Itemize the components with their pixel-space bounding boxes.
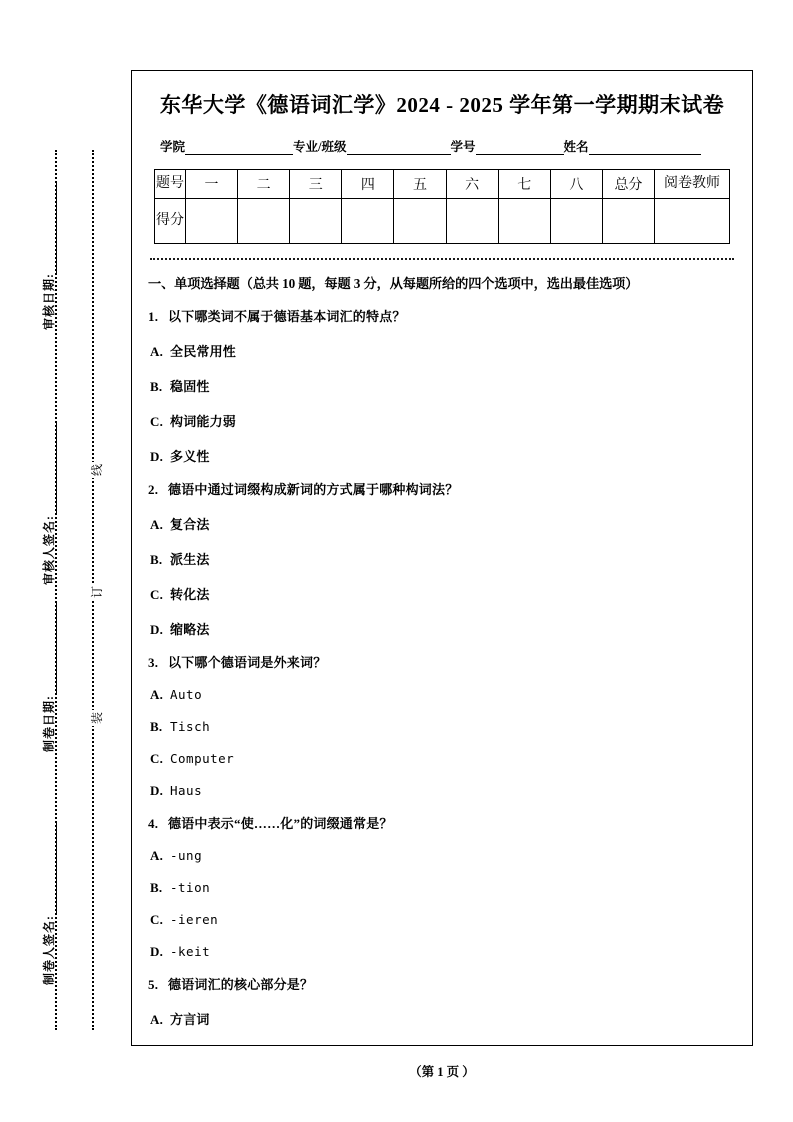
margin-label-paper-date [40, 603, 57, 752]
score-table-col-grader: 阅卷教师 [655, 170, 730, 199]
score-table-col-6: 六 [446, 170, 498, 199]
question-1-option-c[interactable] [150, 411, 738, 430]
score-table-col-4: 四 [342, 170, 394, 199]
question-4-stem [148, 813, 738, 832]
question-5-option-a-text: 方言词 [170, 1012, 210, 1027]
score-table-row-header-score: 得分 [155, 199, 186, 244]
exam-paper-box [131, 70, 753, 1046]
question-4-option-d[interactable] [150, 944, 738, 960]
question-3-option-b-letter: B. [150, 719, 163, 734]
question-1-option-a[interactable] [150, 341, 738, 360]
score-table-col-3: 三 [290, 170, 342, 199]
score-table-col-7: 七 [498, 170, 550, 199]
question-4-option-c-letter: C. [150, 912, 164, 927]
field-name [564, 137, 701, 155]
field-name-input[interactable] [589, 141, 701, 155]
student-info-line [160, 137, 730, 155]
question-5 [148, 974, 738, 1028]
question-3 [148, 652, 738, 799]
question-2-option-b-letter: B. [150, 552, 163, 567]
field-student-id [451, 137, 564, 155]
question-4-option-b-letter: B. [150, 880, 163, 895]
question-2-option-c-text: 转化法 [170, 587, 210, 602]
binding-mark-bind: 装 [87, 710, 106, 726]
question-4-option-a-letter: A. [150, 848, 164, 863]
question-1-option-a-text: 全民常用性 [170, 344, 237, 359]
question-3-option-c-text: Computer [170, 751, 235, 766]
question-3-option-c-letter: C. [150, 751, 164, 766]
margin-label-reviewer-signature [40, 423, 57, 585]
margin-label-author-signature-text: 制卷人签名: [42, 915, 56, 985]
question-1-option-d[interactable] [150, 446, 738, 465]
margin-label-review-date-text: 审核日期: [42, 273, 56, 330]
question-3-option-a[interactable] [150, 687, 738, 703]
question-2-option-a-letter: A. [150, 517, 164, 532]
question-4-option-a[interactable] [150, 848, 738, 864]
score-cell-2[interactable] [238, 199, 290, 244]
question-2-number: 2. [148, 482, 159, 497]
question-4-option-c[interactable] [150, 912, 738, 928]
score-table-col-total: 总分 [602, 170, 654, 199]
score-cell-grader[interactable] [655, 199, 730, 244]
question-2-option-a-text: 复合法 [170, 517, 210, 532]
binding-mark-line: 线 [87, 462, 106, 478]
page-footer: （第 1 页 ） [409, 1065, 475, 1079]
page-title: 东华大学《德语词汇学》2024 - 2025 学年第一学期期末试卷 [159, 93, 725, 117]
margin-label-reviewer-signature-text: 审核人签名: [42, 515, 56, 585]
question-2-option-d[interactable] [150, 619, 738, 638]
question-2-option-b[interactable] [150, 549, 738, 568]
score-table [154, 169, 730, 244]
score-cell-3[interactable] [290, 199, 342, 244]
question-3-option-b-text: Tisch [170, 719, 211, 734]
margin-label-review-date-blank [56, 181, 57, 273]
question-1 [148, 306, 738, 465]
question-3-option-b[interactable] [150, 719, 738, 735]
score-table-col-2: 二 [238, 170, 290, 199]
margin-label-reviewer-signature-blank [56, 423, 57, 515]
score-cell-total[interactable] [602, 199, 654, 244]
question-2-stem [148, 479, 738, 498]
score-table-row-header-question: 题号 [155, 170, 186, 199]
question-4-option-d-letter: D. [150, 944, 164, 959]
field-student-id-input[interactable] [476, 141, 564, 155]
question-1-option-c-text: 构词能力弱 [170, 414, 237, 429]
table-row-question-numbers [155, 170, 730, 199]
question-2-option-b-text: 派生法 [170, 552, 210, 567]
question-2-option-a[interactable] [150, 514, 738, 533]
question-1-number: 1. [148, 309, 159, 324]
question-3-option-d-letter: D. [150, 783, 164, 798]
score-cell-6[interactable] [446, 199, 498, 244]
score-cell-4[interactable] [342, 199, 394, 244]
field-name-label: 姓名 [563, 140, 589, 154]
field-major-class-label: 专业/班级 [293, 140, 347, 154]
question-3-option-c[interactable] [150, 751, 738, 767]
question-3-option-a-letter: A. [150, 687, 164, 702]
field-major-class-input[interactable] [347, 141, 451, 155]
score-table-col-1: 一 [186, 170, 238, 199]
field-college [160, 137, 293, 155]
score-table-col-8: 八 [550, 170, 602, 199]
field-college-input[interactable] [185, 141, 293, 155]
question-1-option-c-letter: C. [150, 414, 164, 429]
margin-label-author-signature [40, 823, 57, 985]
question-4-text: 德语中表示“使……化”的词缀通常是？ [168, 816, 393, 831]
question-3-number: 3. [148, 655, 159, 670]
score-table-col-5: 五 [394, 170, 446, 199]
question-2-text: 德语中通过词缀构成新词的方式属于哪种构词法？ [168, 482, 459, 497]
margin-label-review-date [40, 181, 57, 330]
question-4 [148, 813, 738, 960]
table-row-scores [155, 199, 730, 244]
question-3-option-d-text: Haus [170, 783, 203, 798]
question-1-option-d-text: 多义性 [170, 449, 210, 464]
question-2 [148, 479, 738, 638]
margin-label-paper-date-text: 制卷日期: [42, 695, 56, 752]
question-1-option-d-letter: D. [150, 449, 164, 464]
question-5-option-a[interactable] [150, 1009, 738, 1028]
question-5-option-a-letter: A. [150, 1012, 164, 1027]
question-1-option-a-letter: A. [150, 344, 164, 359]
question-4-option-a-text: -ung [170, 848, 203, 863]
field-student-id-label: 学号 [450, 140, 476, 154]
question-5-stem [148, 974, 738, 993]
question-1-stem [148, 306, 738, 325]
question-3-option-d[interactable] [150, 783, 738, 799]
question-3-text: 以下哪个德语词是外来词？ [168, 655, 327, 670]
binding-mark-staple: 订 [87, 584, 106, 600]
question-2-option-c-letter: C. [150, 587, 164, 602]
question-4-option-d-text: -keit [170, 944, 211, 959]
score-table-wrapper [154, 169, 730, 244]
question-2-option-d-letter: D. [150, 622, 164, 637]
score-cell-7[interactable] [498, 199, 550, 244]
question-1-option-b-text: 稳固性 [170, 379, 210, 394]
margin-label-author-signature-blank [56, 823, 57, 915]
question-4-number: 4. [148, 816, 159, 831]
question-2-option-d-text: 缩略法 [170, 622, 210, 637]
question-1-option-b[interactable] [150, 376, 738, 395]
section-heading-1: 一、单项选择题（总共 10 题，每题 3 分，从每题所给的四个选项中，选出最佳选项） [148, 276, 639, 291]
question-2-option-c[interactable] [150, 584, 738, 603]
question-5-number: 5. [148, 977, 159, 992]
question-1-option-b-letter: B. [150, 379, 163, 394]
score-cell-1[interactable] [186, 199, 238, 244]
question-5-text: 德语词汇的核心部分是？ [168, 977, 314, 992]
field-college-label: 学院 [160, 140, 186, 154]
score-cell-5[interactable] [394, 199, 446, 244]
binding-margin-area [0, 0, 131, 1122]
question-4-option-b[interactable] [150, 880, 738, 896]
question-4-option-b-text: -tion [170, 880, 211, 895]
question-3-option-a-text: Auto [170, 687, 203, 702]
score-cell-8[interactable] [550, 199, 602, 244]
question-4-option-c-text: -ieren [170, 912, 219, 927]
field-major-class [293, 137, 450, 155]
question-1-text: 以下哪类词不属于德语基本词汇的特点？ [168, 309, 406, 324]
margin-label-paper-date-blank [56, 603, 57, 695]
section-divider [150, 258, 734, 260]
question-3-stem [148, 652, 738, 671]
